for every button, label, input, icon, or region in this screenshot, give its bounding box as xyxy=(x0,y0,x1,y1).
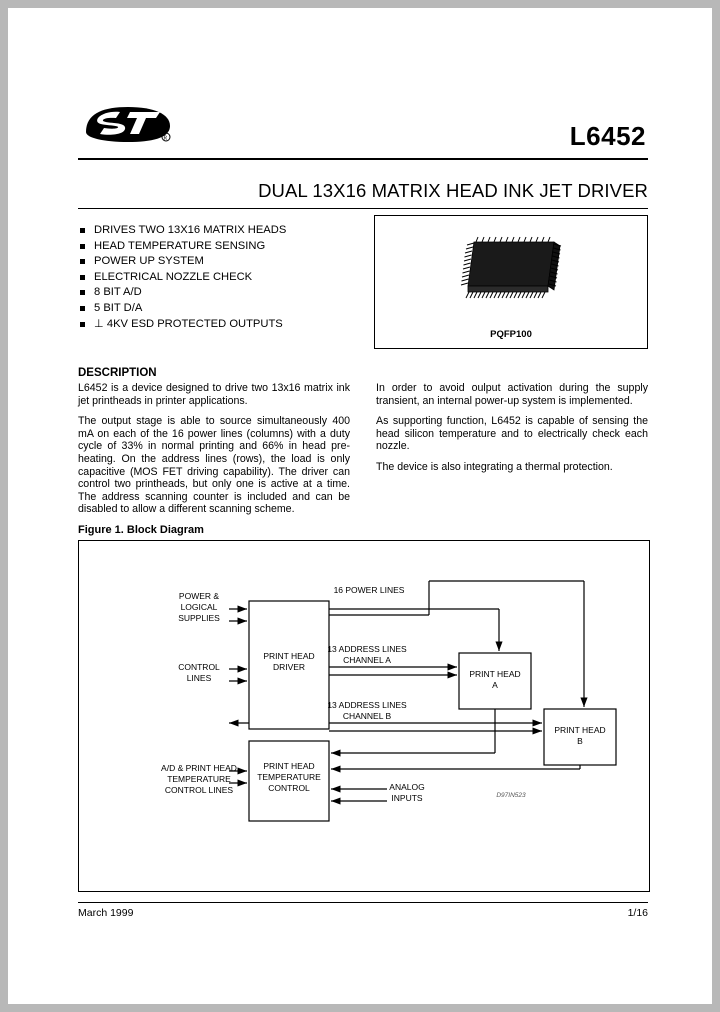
footer-date: March 1999 xyxy=(78,907,134,919)
list-item: POWER UP SYSTEM xyxy=(78,254,358,270)
figure-caption: Figure 1. Block Diagram xyxy=(78,523,204,536)
label-control-1: CONTROL xyxy=(178,661,220,672)
page-content xyxy=(78,96,648,892)
list-item: HEAD TEMPERATURE SENSING xyxy=(78,239,358,255)
label-ad-3: CONTROL LINES xyxy=(164,784,234,795)
part-number: L6452 xyxy=(569,121,646,151)
block-temp-line3: CONTROL xyxy=(268,782,310,793)
block-head-b-line1: PRINT HEAD xyxy=(554,724,606,735)
label-power-supplies-1: POWER & xyxy=(178,590,220,601)
page-footer xyxy=(78,902,648,919)
block-diagram xyxy=(78,540,650,892)
label-analog-1: ANALOG xyxy=(389,781,425,792)
block-head-a-line1: PRINT HEAD xyxy=(469,668,521,679)
label-drawing-code: D97IN523 xyxy=(496,791,526,799)
paragraph: In order to avoid oulput activation during the supply transient, an internal power-up system is implemented. xyxy=(376,382,648,407)
package-drawing xyxy=(436,232,586,306)
list-item: 8 BIT A/D xyxy=(78,285,358,301)
label-addr-b-1: 13 ADDRESS LINES xyxy=(327,699,407,710)
label-addr-a-2: CHANNEL A xyxy=(343,654,391,665)
paragraph: L6452 is a device designed to drive two 13x16 matrix ink jet printheads in printer applications. xyxy=(78,382,350,407)
list-item: DRIVES TWO 13X16 MATRIX HEADS xyxy=(78,223,358,239)
st-logo xyxy=(82,102,174,144)
paragraph: The output stage is able to source simultaneously 400 mA on each of the 16 power lines (columns) with a duty cycle of 33% in normal printing and 66% in head pre-heating. On the address lines (rows), the load is only capacitive (MOS FET driving capability). The driver can control two printheads, but only one is active at a time. The address scanning counter is included and can be disabled to allow a different scanning scheme. xyxy=(78,415,350,516)
paragraph: As supporting function, L6452 is capable of sensing the head silicon temperature and to electrically check each nozzle. xyxy=(376,415,648,453)
page-header xyxy=(78,96,648,160)
label-ad-1: A/D & PRINT HEAD xyxy=(161,762,237,773)
description-left-column xyxy=(78,382,350,516)
document-page xyxy=(8,8,712,1004)
paragraph: The device is also integrating a thermal protection. xyxy=(376,460,613,473)
block-temp-line2: TEMPERATURE xyxy=(257,771,321,782)
label-addr-a-1: 13 ADDRESS LINES xyxy=(327,643,407,654)
feature-list xyxy=(78,223,358,332)
label-power-lines: 16 POWER LINES xyxy=(333,584,405,595)
block-head-a-line2: A xyxy=(492,679,498,690)
label-power-supplies-3: SUPPLIES xyxy=(178,612,220,623)
description-columns xyxy=(78,382,648,516)
description-right-column xyxy=(376,382,648,482)
list-item: ⊥ 4KV ESD PROTECTED OUTPUTS xyxy=(78,317,358,333)
svg-text:R: R xyxy=(163,135,168,142)
features-and-package xyxy=(78,223,648,355)
page-title: DUAL 13X16 MATRIX HEAD INK JET DRIVER xyxy=(78,180,648,209)
footer-page-number: 1/16 xyxy=(627,907,648,919)
package-label: PQFP100 xyxy=(490,329,532,340)
block-temp-line1: PRINT HEAD xyxy=(263,760,315,771)
package-illustration-box xyxy=(374,215,648,349)
block-driver-line2: DRIVER xyxy=(272,661,306,672)
list-item: ELECTRICAL NOZZLE CHECK xyxy=(78,270,358,286)
block-driver-line1: PRINT HEAD xyxy=(263,650,315,661)
label-power-supplies-2: LOGICAL xyxy=(180,601,218,612)
description-heading: DESCRIPTION xyxy=(78,367,157,379)
label-addr-b-2: CHANNEL B xyxy=(342,710,392,721)
list-item: 5 BIT D/A xyxy=(78,301,358,317)
label-control-2: LINES xyxy=(186,672,212,683)
label-ad-2: TEMPERATURE xyxy=(167,773,231,784)
label-analog-2: INPUTS xyxy=(391,792,423,803)
block-head-b-line2: B xyxy=(577,735,583,746)
